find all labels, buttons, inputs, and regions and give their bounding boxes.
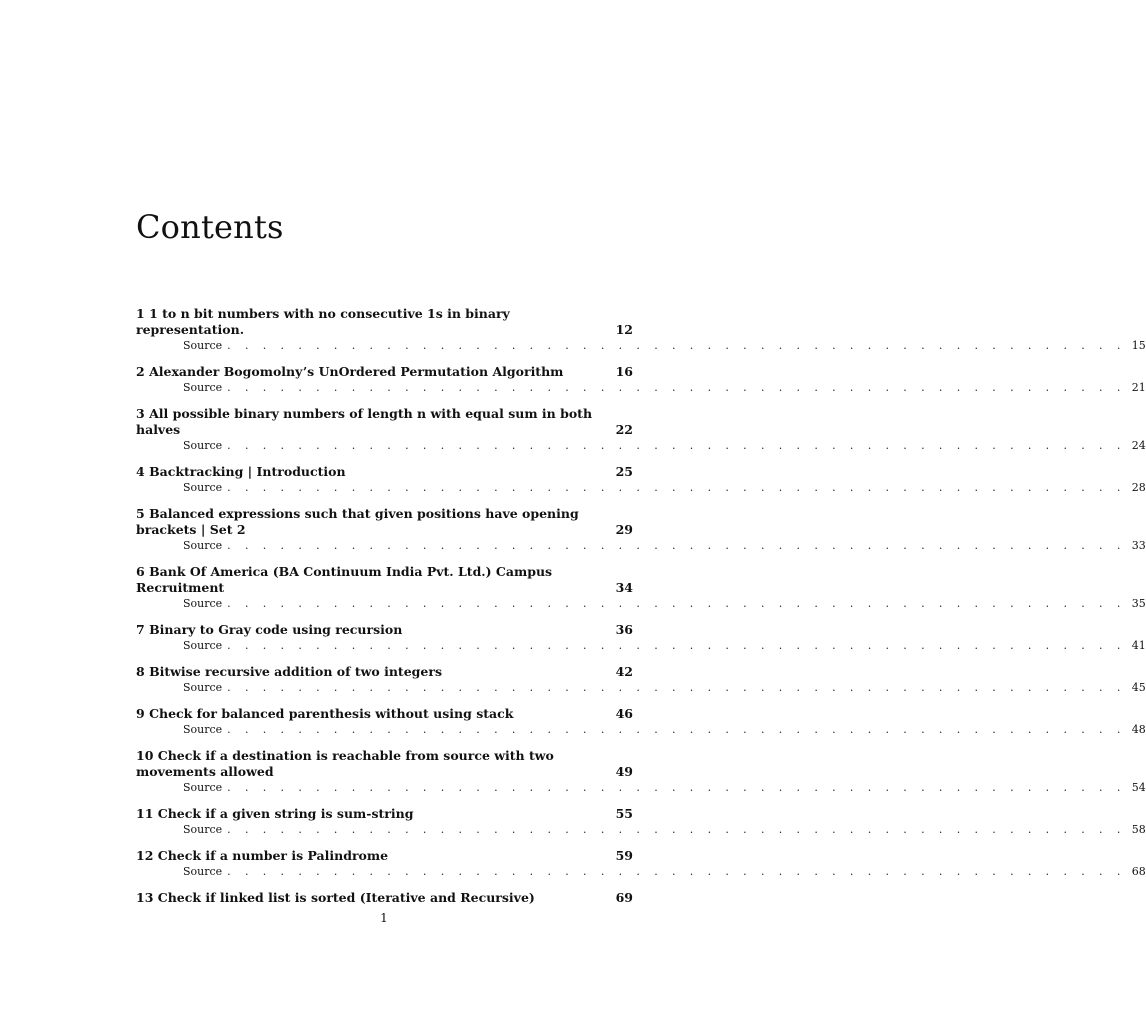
entry-number: 7	[136, 622, 145, 637]
toc-entry	[136, 748, 1146, 795]
entry-title: Alexander Bogomolny’s UnOrdered Permutation Algorithm	[149, 364, 564, 379]
entry-page: 42	[615, 664, 633, 679]
source-page: 33	[1131, 539, 1146, 552]
source-page: 24	[1131, 439, 1146, 452]
entry-page: 49	[615, 764, 633, 779]
dot-leader: . . . . . . . . . . . . . . . . . . . . . . . . . . . . . . . . . . . . . . . . . . . . . . . . . . .	[227, 339, 1126, 352]
page-title: Contents	[136, 208, 284, 246]
entry-page: 34	[615, 580, 633, 595]
entry-page: 59	[615, 848, 633, 863]
toc-source-line[interactable]	[183, 380, 1146, 395]
toc-entry	[136, 848, 1146, 879]
toc-source-line[interactable]	[183, 596, 1146, 611]
dot-leader: . . . . . . . . . . . . . . . . . . . . . . . . . . . . . . . . . . . . . . . . . . . . . . . . . . .	[227, 597, 1126, 610]
source-label: Source	[183, 481, 223, 494]
source-page: 41	[1131, 639, 1146, 652]
toc-source-line[interactable]	[183, 438, 1146, 453]
entry-number: 10	[136, 748, 154, 763]
toc-entry	[136, 664, 1146, 695]
toc-entry	[136, 306, 1146, 353]
source-label: Source	[183, 823, 223, 836]
entry-number: 12	[136, 848, 154, 863]
source-page: 21	[1131, 381, 1146, 394]
source-label: Source	[183, 539, 223, 552]
source-page: 68	[1131, 865, 1146, 878]
entry-title: Balanced expressions such that given positions have opening brackets | Set 2	[136, 506, 579, 537]
entry-number: 5	[136, 506, 145, 521]
entry-page: 55	[615, 806, 633, 821]
toc-entry	[136, 506, 1146, 553]
toc-source-line[interactable]	[183, 338, 1146, 353]
entry-page: 22	[615, 422, 633, 437]
toc-entry-heading[interactable]	[136, 564, 633, 596]
entry-number: 13	[136, 890, 154, 905]
dot-leader: . . . . . . . . . . . . . . . . . . . . . . . . . . . . . . . . . . . . . . . . . . . . . . . . . . .	[227, 823, 1126, 836]
toc-entry-heading[interactable]	[136, 622, 633, 638]
source-label: Source	[183, 639, 223, 652]
toc-entry-heading[interactable]	[136, 890, 633, 906]
entry-title: Check for balanced parenthesis without using stack	[149, 706, 514, 721]
toc-entry	[136, 890, 633, 906]
source-label: Source	[183, 865, 223, 878]
source-label: Source	[183, 381, 223, 394]
toc-source-line[interactable]	[183, 864, 1146, 879]
entry-page: 12	[615, 322, 633, 337]
source-label: Source	[183, 681, 223, 694]
toc-entry-heading[interactable]	[136, 848, 633, 864]
toc-entry	[136, 706, 1146, 737]
toc-source-line[interactable]	[183, 780, 1146, 795]
source-page: 15	[1131, 339, 1146, 352]
entry-page: 46	[615, 706, 633, 721]
entry-page: 25	[615, 464, 633, 479]
toc-entry	[136, 622, 1146, 653]
source-label: Source	[183, 723, 223, 736]
entry-number: 11	[136, 806, 154, 821]
toc-entry	[136, 806, 1146, 837]
entry-number: 8	[136, 664, 145, 679]
source-page: 54	[1131, 781, 1146, 794]
entry-page: 36	[615, 622, 633, 637]
toc-source-line[interactable]	[183, 538, 1146, 553]
toc-source-line[interactable]	[183, 638, 1146, 653]
entry-title: Check if a destination is reachable from source with two movements allowed	[136, 748, 554, 779]
source-page: 28	[1131, 481, 1146, 494]
entry-title: 1 to n bit numbers with no consecutive 1s in binary representation.	[136, 306, 510, 337]
toc-source-line[interactable]	[183, 722, 1146, 737]
source-label: Source	[183, 339, 223, 352]
entry-title: All possible binary numbers of length n with equal sum in both halves	[136, 406, 593, 437]
toc-entry	[136, 464, 1146, 495]
entry-title: Bitwise recursive addition of two integers	[149, 664, 442, 679]
entry-number: 6	[136, 564, 145, 579]
toc-entry-heading[interactable]	[136, 506, 633, 538]
dot-leader: . . . . . . . . . . . . . . . . . . . . . . . . . . . . . . . . . . . . . . . . . . . . . . . . . . .	[227, 681, 1126, 694]
dot-leader: . . . . . . . . . . . . . . . . . . . . . . . . . . . . . . . . . . . . . . . . . . . . . . . . . . .	[227, 639, 1126, 652]
dot-leader: . . . . . . . . . . . . . . . . . . . . . . . . . . . . . . . . . . . . . . . . . . . . . . . . . . .	[227, 381, 1126, 394]
entry-title: Bank Of America (BA Continuum India Pvt. Ltd.) Campus Recruitment	[136, 564, 553, 595]
source-label: Source	[183, 781, 223, 794]
table-of-contents	[136, 306, 1146, 917]
source-page: 58	[1131, 823, 1146, 836]
dot-leader: . . . . . . . . . . . . . . . . . . . . . . . . . . . . . . . . . . . . . . . . . . . . . . . . . . .	[227, 723, 1126, 736]
dot-leader: . . . . . . . . . . . . . . . . . . . . . . . . . . . . . . . . . . . . . . . . . . . . . . . . . . .	[227, 865, 1126, 878]
toc-entry-heading[interactable]	[136, 664, 633, 680]
page-number: 1	[380, 911, 388, 925]
entry-number: 9	[136, 706, 145, 721]
entry-title: Check if a number is Palindrome	[157, 848, 389, 863]
entry-title: Binary to Gray code using recursion	[149, 622, 403, 637]
toc-entry	[136, 564, 1146, 611]
source-page: 35	[1131, 597, 1146, 610]
toc-entry	[136, 364, 1146, 395]
dot-leader: . . . . . . . . . . . . . . . . . . . . . . . . . . . . . . . . . . . . . . . . . . . . . . . . . . .	[227, 781, 1126, 794]
toc-entry-heading[interactable]	[136, 406, 633, 438]
toc-entry-heading[interactable]	[136, 364, 633, 380]
entry-number: 2	[136, 364, 145, 379]
entry-number: 4	[136, 464, 145, 479]
dot-leader: . . . . . . . . . . . . . . . . . . . . . . . . . . . . . . . . . . . . . . . . . . . . . . . . . . .	[227, 481, 1126, 494]
entry-page: 16	[615, 364, 633, 379]
toc-source-line[interactable]	[183, 480, 1146, 495]
toc-entry-heading[interactable]	[136, 748, 633, 780]
entry-number: 3	[136, 406, 145, 421]
toc-entry-heading[interactable]	[136, 706, 633, 722]
source-page: 45	[1131, 681, 1146, 694]
entry-number: 1	[136, 306, 145, 321]
entry-page: 29	[615, 522, 633, 537]
dot-leader: . . . . . . . . . . . . . . . . . . . . . . . . . . . . . . . . . . . . . . . . . . . . . . . . . . .	[227, 439, 1126, 452]
entry-title: Check if a given string is sum-string	[157, 806, 414, 821]
entry-title: Backtracking | Introduction	[149, 464, 346, 479]
toc-source-line[interactable]	[183, 822, 1146, 837]
toc-entry-heading[interactable]	[136, 464, 633, 480]
toc-entry	[136, 406, 1146, 453]
source-label: Source	[183, 439, 223, 452]
toc-entry-heading[interactable]	[136, 806, 633, 822]
source-page: 48	[1131, 723, 1146, 736]
toc-source-line[interactable]	[183, 680, 1146, 695]
source-label: Source	[183, 597, 223, 610]
entry-page: 69	[615, 890, 633, 905]
toc-entry-heading[interactable]	[136, 306, 633, 338]
dot-leader: . . . . . . . . . . . . . . . . . . . . . . . . . . . . . . . . . . . . . . . . . . . . . . . . . . .	[227, 539, 1126, 552]
entry-title: Check if linked list is sorted (Iterative and Recursive)	[157, 890, 535, 905]
